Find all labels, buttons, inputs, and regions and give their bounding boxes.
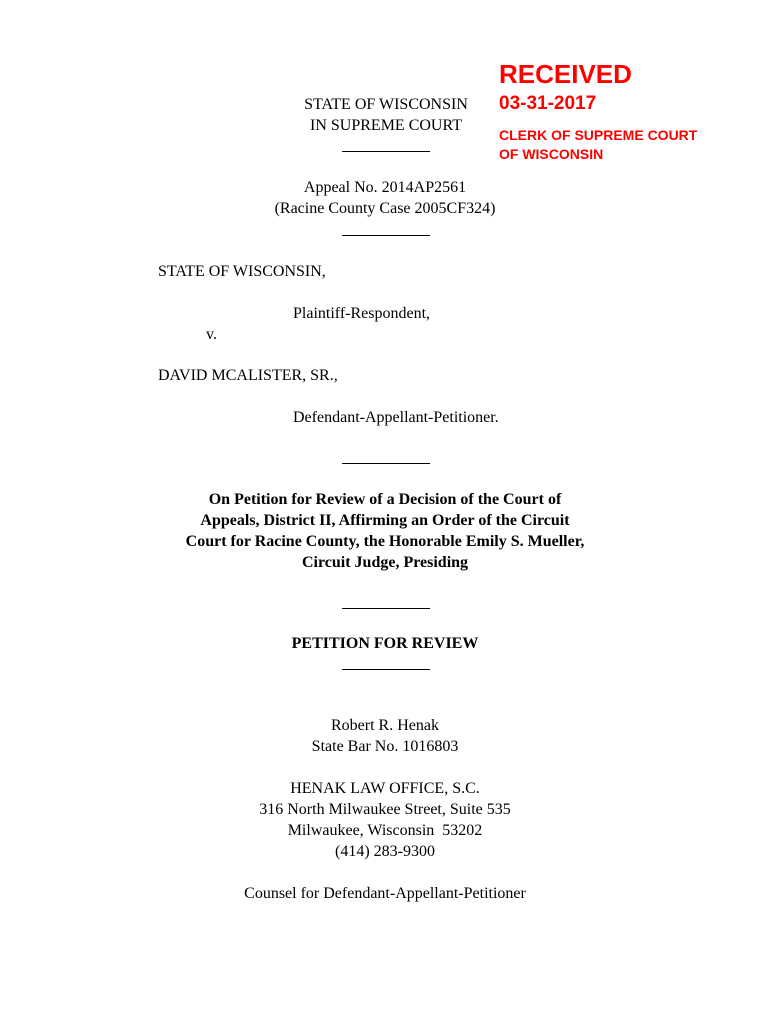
divider-rule — [342, 235, 430, 236]
counsel-bar-number: State Bar No. 1016803 — [311, 738, 459, 755]
court-name: IN SUPREME COURT — [310, 117, 462, 134]
law-firm-name: HENAK LAW OFFICE, S.C. — [290, 780, 480, 797]
caption-line: Circuit Judge, Presiding — [301, 554, 469, 571]
counsel-block — [0, 715, 770, 904]
counsel-name: Robert R. Henak — [331, 717, 439, 734]
divider-rule — [342, 151, 430, 152]
county-case: (Racine County Case 2005CF324) — [274, 200, 496, 217]
firm-city: Milwaukee, Wisconsin 53202 — [287, 822, 483, 839]
document-title: PETITION FOR REVIEW — [291, 635, 479, 652]
divider-rule — [342, 463, 430, 464]
stamp-received-label: RECEIVED — [499, 59, 632, 89]
appeal-info — [0, 177, 770, 219]
caption-line: Court for Racine County, the Honorable Emily S. Mueller, — [185, 533, 585, 550]
counsel-role: Counsel for Defendant-Appellant-Petitioner — [244, 885, 526, 902]
petition-caption — [0, 489, 770, 573]
appeal-number: Appeal No. 2014AP2561 — [303, 179, 467, 196]
court-state: STATE OF WISCONSIN — [304, 96, 468, 113]
defendant-role: Defendant-Appellant-Petitioner. — [293, 409, 499, 426]
caption-line: On Petition for Review of a Decision of the Court of — [208, 491, 562, 508]
firm-phone: (414) 283-9300 — [335, 843, 435, 860]
defendant-name: DAVID MCALISTER, SR., — [158, 367, 338, 384]
divider-rule — [342, 669, 430, 670]
plaintiff-name: STATE OF WISCONSIN, — [158, 263, 326, 280]
versus: v. — [206, 326, 217, 343]
stamp-clerk-line2: OF WISCONSIN — [499, 146, 604, 162]
firm-street: 316 North Milwaukee Street, Suite 535 — [259, 801, 511, 818]
caption-line: Appeals, District II, Affirming an Order of the Circuit — [200, 512, 570, 529]
court-header — [276, 94, 496, 136]
plaintiff-role: Plaintiff-Respondent, — [293, 305, 431, 322]
stamp-clerk-line1: CLERK OF SUPREME COURT — [499, 127, 698, 143]
stamp-date: 03-31-2017 — [499, 93, 597, 114]
divider-rule — [342, 608, 430, 609]
